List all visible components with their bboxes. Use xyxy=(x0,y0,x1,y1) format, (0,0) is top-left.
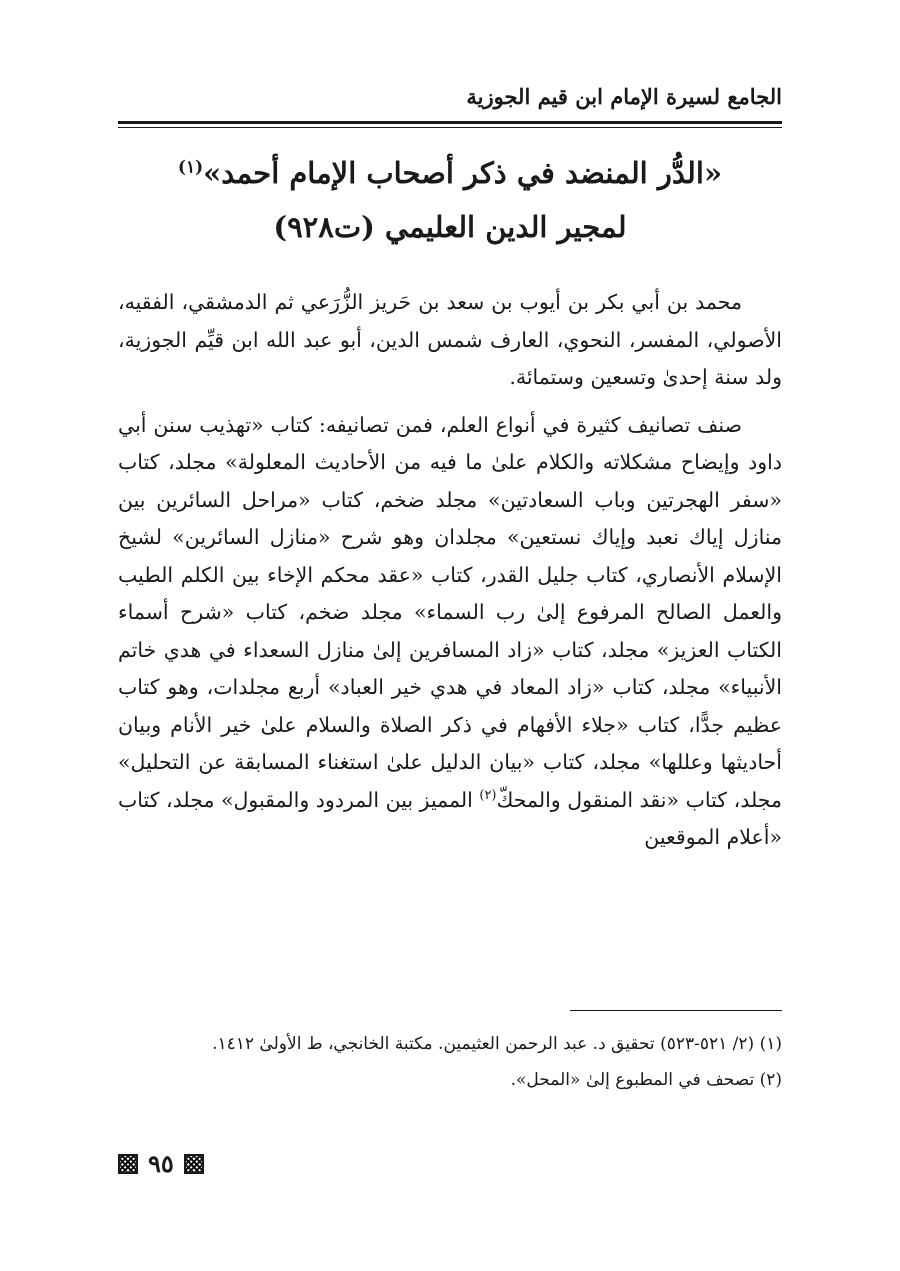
title-footnote-marker: (١) xyxy=(177,157,204,178)
footnote-marker-2: (٢) xyxy=(479,787,497,803)
header-rule-thick xyxy=(118,121,782,124)
footnote-2: (٢) تصحف في المطبوع إلىٰ «المحل». xyxy=(510,1070,782,1090)
running-header: الجامع لسيرة الإمام ابن قيم الجوزية xyxy=(466,84,782,109)
footnote-separator xyxy=(570,1010,782,1011)
paragraph-works xyxy=(118,407,782,857)
ornament-square-icon xyxy=(118,1154,138,1174)
paragraph-works-text: صنف تصانيف كثيرة في أنواع العلم، فمن تصانيفه: كتاب «تهذيب سنن أبي داود وإيضاح مشكلاته والكلام علىٰ ما فيه من الأحاديث المعلولة» مجلد، كتاب «سفر الهجرتين وباب السعادتين» مجلد ضخم، كتاب «مراحل السائرين بين منازل إياك نعبد وإياك نستعين» مجلدان وهو شرح «منازل السائرين» لشيخ الإسلام الأنصاري، كتاب جليل القدر، كتاب «عقد محكم الإخاء بين الكلم الطيب والعمل الصالح المرفوع إلىٰ رب السماء» مجلد ضخم، كتاب «شرح أسماء الكتاب العزيز» مجلد، كتاب «زاد المسافرين إلىٰ منازل السعداء في هدي خاتم الأنبياء» مجلد، كتاب «زاد المعاد في هدي خير العباد» أربع مجلدات، وهو كتاب عظيم جدًّا، كتاب «جلاء الأفهام في ذكر الصلاة والسلام علىٰ خير الأنام وبيان أحاديثها وعللها» مجلد، كتاب «بيان الدليل علىٰ استغناء المسابقة عن التحليل» مجلد، كتاب «نقد المنقول والمحكّ xyxy=(118,412,782,812)
footnotes xyxy=(118,1028,782,1100)
paragraph-biography: محمد بن أبي بكر بن أيوب بن سعد بن حَريز الزُّرَعي ثم الدمشقي، الفقيه، الأصولي، المفسر، النحوي، العارف شمس الدين، أبو عبد الله ابن قيِّم الجوزية، ولد سنة إحدىٰ وتسعين وستمائة. xyxy=(118,290,782,389)
section-title xyxy=(118,146,782,254)
header-rule-thin xyxy=(118,127,782,128)
paragraph-works-text-cont: المميز بين المردود والمقبول» مجلد، كتاب «أعلام الموقعين xyxy=(118,787,782,849)
ornament-square-icon xyxy=(184,1154,204,1174)
title-line-1 xyxy=(118,146,782,200)
title-line-2: لمجير الدين العليمي (ت٩٢٨) xyxy=(273,210,627,244)
page-number-area xyxy=(118,1150,204,1178)
page-number: ٩٥ xyxy=(148,1149,174,1178)
body-text xyxy=(118,284,782,857)
footnote-1: (١) (٢/ ٥٢١-٥٢٣) تحقيق د. عبد الرحمن العثيمين. مكتبة الخانجي، ط الأولىٰ ١٤١٢. xyxy=(212,1034,782,1054)
title-text: «الدُّر المنضد في ذكر أصحاب الإمام أحمد» xyxy=(203,156,723,190)
